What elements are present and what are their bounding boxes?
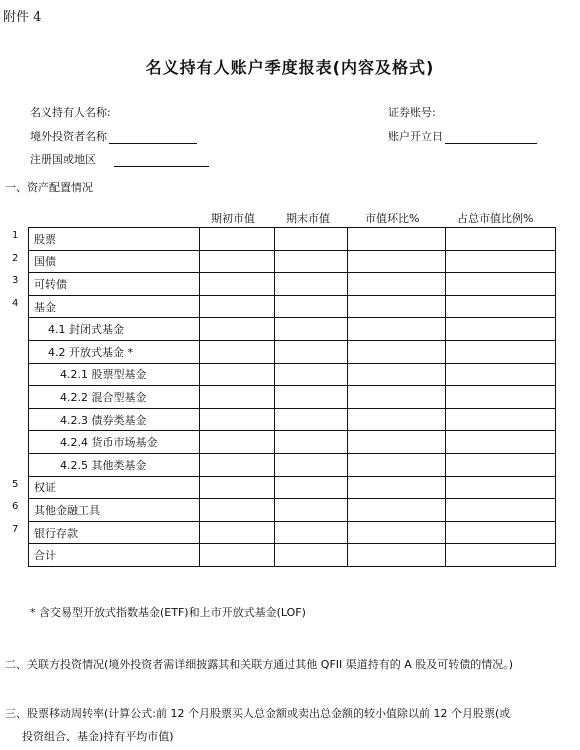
value-cell[interactable] bbox=[275, 318, 348, 341]
value-cell[interactable] bbox=[348, 228, 446, 251]
value-cell[interactable] bbox=[348, 250, 446, 273]
section3-text-line1: 三、股票移动周转率(计算公式:前 12 个月股票买人总金额或卖出总金额的较小值除以前 12 个月股票(或 bbox=[5, 707, 511, 720]
value-cell[interactable] bbox=[275, 363, 348, 386]
row-label: 4.2.2 混合型基金 bbox=[29, 386, 200, 409]
page-title: 名义持有人账户季度报表(内容及格式) bbox=[145, 58, 435, 77]
account-open-date-label: 账户开立日 bbox=[388, 130, 443, 143]
value-cell[interactable] bbox=[275, 453, 348, 476]
account-open-date-underline bbox=[445, 132, 537, 144]
row-number: 4 bbox=[12, 297, 19, 309]
table-row bbox=[29, 228, 556, 251]
value-cell[interactable] bbox=[200, 476, 275, 499]
registration-region-field bbox=[30, 151, 209, 167]
value-cell[interactable] bbox=[200, 431, 275, 454]
value-cell[interactable] bbox=[200, 295, 275, 318]
registration-region-label: 注册国或地区 bbox=[30, 153, 96, 166]
header-share-of-total: 占总市值比例% bbox=[457, 212, 534, 225]
value-cell[interactable] bbox=[348, 408, 446, 431]
value-cell[interactable] bbox=[275, 476, 348, 499]
table-row bbox=[29, 295, 556, 318]
value-cell[interactable] bbox=[275, 544, 348, 567]
value-cell[interactable] bbox=[446, 250, 556, 273]
value-cell[interactable] bbox=[275, 386, 348, 409]
value-cell[interactable] bbox=[348, 521, 446, 544]
value-cell[interactable] bbox=[446, 340, 556, 363]
value-cell[interactable] bbox=[348, 453, 446, 476]
row-label: 国债 bbox=[29, 250, 200, 273]
row-label: 4.2 开放式基金 * bbox=[29, 340, 200, 363]
asset-allocation-table bbox=[28, 227, 556, 567]
row-number: 7 bbox=[12, 523, 19, 535]
value-cell[interactable] bbox=[275, 250, 348, 273]
value-cell[interactable] bbox=[446, 408, 556, 431]
row-label: 4.2.4 货币市场基金 bbox=[29, 431, 200, 454]
row-number: 2 bbox=[12, 252, 19, 264]
row-label: 4.1 封闭式基金 bbox=[29, 318, 200, 341]
value-cell[interactable] bbox=[446, 521, 556, 544]
value-cell[interactable] bbox=[348, 386, 446, 409]
value-cell[interactable] bbox=[200, 318, 275, 341]
value-cell[interactable] bbox=[200, 521, 275, 544]
value-cell[interactable] bbox=[446, 386, 556, 409]
header-opening-value: 期初市值 bbox=[211, 212, 255, 225]
value-cell[interactable] bbox=[446, 363, 556, 386]
table-row bbox=[29, 340, 556, 363]
value-cell[interactable] bbox=[446, 228, 556, 251]
value-cell[interactable] bbox=[446, 476, 556, 499]
value-cell[interactable] bbox=[200, 499, 275, 522]
value-cell[interactable] bbox=[275, 340, 348, 363]
row-label: 其他金融工具 bbox=[29, 499, 200, 522]
row-label: 权证 bbox=[29, 476, 200, 499]
row-label: 股票 bbox=[29, 228, 200, 251]
value-cell[interactable] bbox=[200, 273, 275, 296]
value-cell[interactable] bbox=[446, 295, 556, 318]
table-row bbox=[29, 544, 556, 567]
row-label: 银行存款 bbox=[29, 521, 200, 544]
value-cell[interactable] bbox=[348, 318, 446, 341]
value-cell[interactable] bbox=[348, 340, 446, 363]
value-cell[interactable] bbox=[275, 521, 348, 544]
row-number: 1 bbox=[12, 230, 19, 241]
table-row bbox=[29, 386, 556, 409]
row-number: 6 bbox=[12, 501, 19, 513]
value-cell[interactable] bbox=[348, 431, 446, 454]
holder-name-label: 名义持有人名称: bbox=[30, 106, 111, 119]
table-row bbox=[29, 273, 556, 296]
value-cell[interactable] bbox=[348, 544, 446, 567]
table-row bbox=[29, 318, 556, 341]
investor-name-label: 境外投资者名称 bbox=[30, 130, 107, 143]
row-label: 4.2.5 其他类基金 bbox=[29, 453, 200, 476]
value-cell[interactable] bbox=[446, 453, 556, 476]
table-row bbox=[29, 250, 556, 273]
value-cell[interactable] bbox=[200, 363, 275, 386]
value-cell[interactable] bbox=[446, 431, 556, 454]
value-cell[interactable] bbox=[275, 408, 348, 431]
value-cell[interactable] bbox=[446, 273, 556, 296]
row-label: 4.2.1 股票型基金 bbox=[29, 363, 200, 386]
table-row bbox=[29, 363, 556, 386]
value-cell[interactable] bbox=[275, 273, 348, 296]
value-cell[interactable] bbox=[200, 250, 275, 273]
table-row bbox=[29, 499, 556, 522]
value-cell[interactable] bbox=[348, 363, 446, 386]
value-cell[interactable] bbox=[200, 386, 275, 409]
value-cell[interactable] bbox=[275, 431, 348, 454]
header-closing-value: 期末市值 bbox=[286, 212, 330, 225]
table-row bbox=[29, 431, 556, 454]
value-cell[interactable] bbox=[446, 499, 556, 522]
row-label: 4.2.3 债券类基金 bbox=[29, 408, 200, 431]
value-cell[interactable] bbox=[275, 228, 348, 251]
value-cell[interactable] bbox=[348, 499, 446, 522]
value-cell[interactable] bbox=[348, 295, 446, 318]
account-open-date-field bbox=[388, 128, 537, 144]
row-label: 基金 bbox=[29, 295, 200, 318]
row-label: 可转债 bbox=[29, 273, 200, 296]
value-cell[interactable] bbox=[348, 476, 446, 499]
row-number: 5 bbox=[12, 478, 19, 490]
investor-name-field bbox=[30, 128, 197, 144]
row-label: 合计 bbox=[29, 544, 200, 567]
value-cell[interactable] bbox=[200, 340, 275, 363]
section2-text: 二、关联方投资情况(境外投资者需详细披露其和关联方通过其他 QFII 渠道持有的 A 股及可转债的情况。) bbox=[5, 658, 514, 671]
value-cell[interactable] bbox=[446, 318, 556, 341]
table-row bbox=[29, 521, 556, 544]
registration-region-underline bbox=[114, 155, 209, 167]
value-cell[interactable] bbox=[200, 228, 275, 251]
value-cell[interactable] bbox=[200, 453, 275, 476]
value-cell[interactable] bbox=[275, 499, 348, 522]
table-row bbox=[29, 408, 556, 431]
attachment-label: 附件 4 bbox=[3, 10, 42, 25]
value-cell[interactable] bbox=[200, 544, 275, 567]
header-mom-change: 市值环比% bbox=[365, 212, 420, 225]
row-number: 3 bbox=[12, 275, 19, 287]
value-cell[interactable] bbox=[200, 408, 275, 431]
securities-account-label: 证券账号: bbox=[388, 106, 436, 119]
table-row bbox=[29, 476, 556, 499]
investor-name-underline bbox=[109, 132, 197, 144]
table-row bbox=[29, 453, 556, 476]
value-cell[interactable] bbox=[275, 295, 348, 318]
section1-title: 一、资产配置情况 bbox=[5, 181, 93, 194]
value-cell[interactable] bbox=[446, 544, 556, 567]
footnote: * 含交易型开放式指数基金(ETF)和上市开放式基金(LOF) bbox=[30, 606, 306, 619]
value-cell[interactable] bbox=[348, 273, 446, 296]
section3-text-line2: 投资组合、基金)持有平均市值) bbox=[22, 730, 174, 743]
